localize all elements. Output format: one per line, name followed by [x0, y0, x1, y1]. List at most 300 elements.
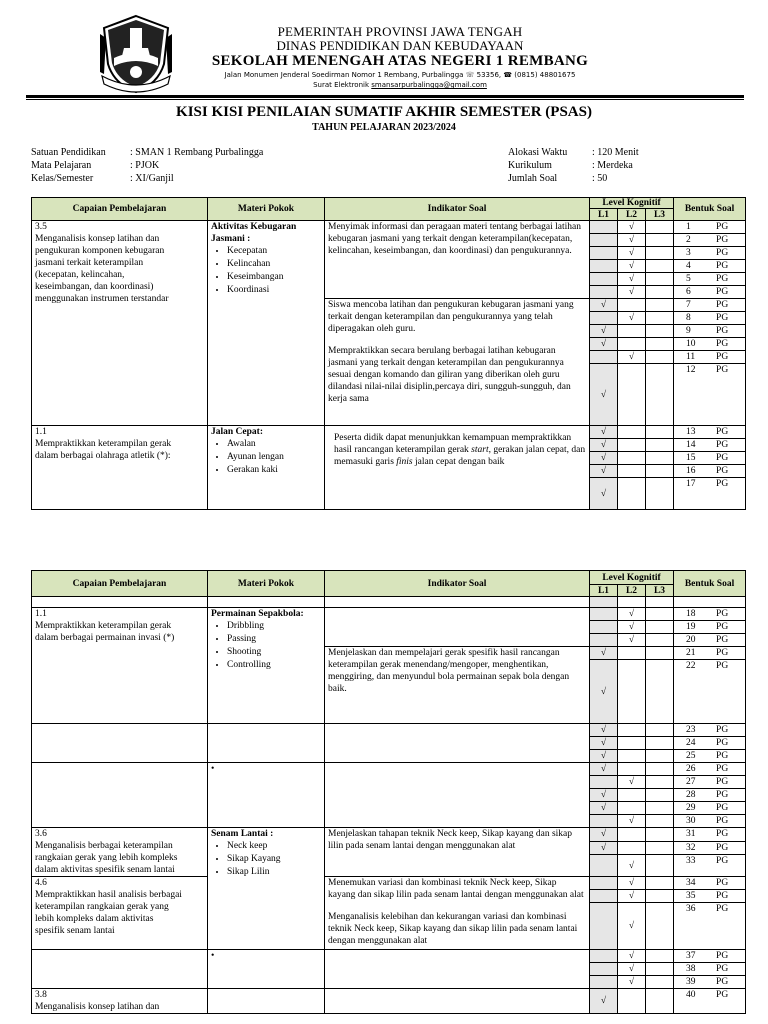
level-l1-cell — [590, 815, 618, 828]
check-mark: √ — [628, 878, 635, 888]
indikator-cell — [325, 724, 590, 763]
school-name: SEKOLAH MENENGAH ATAS NEGERI 1 REMBANG — [211, 53, 589, 69]
question-number: 22 — [686, 661, 696, 671]
blank-cell — [618, 597, 646, 608]
indikator-text: Menjelaskan dan mempelajari gerak spesifik hasil rancangan keterampilan gerak menendang/mengoper, menghentikan, menggiring, dan menyundul bola permainan sepak bola dengan baik. — [328, 648, 570, 694]
question-number: 9 — [686, 326, 691, 336]
question-number: 25 — [686, 751, 696, 761]
materi-item: • Kelincahan — [227, 258, 321, 271]
id-value: : XI/Ganjil — [130, 173, 174, 184]
materi-cell — [208, 426, 325, 510]
level-l3-cell — [646, 855, 674, 877]
table-row — [32, 950, 746, 963]
bentuk-cell — [674, 950, 746, 963]
bentuk-cell — [674, 325, 746, 338]
school-email-line — [200, 81, 600, 89]
indikator-text: Menemukan variasi dan kombinasi teknik Neck keep, Sikap kayang dan sikap lilin pada senam lantai dengan menggunakan alat — [328, 878, 584, 900]
level-l3-cell — [646, 950, 674, 963]
bentuk-cell — [674, 763, 746, 776]
level-l1-cell — [590, 325, 618, 338]
table-row — [32, 877, 746, 890]
check-mark: √ — [628, 248, 635, 258]
indikator-text: Siswa mencoba latihan dan pengukuran kebugaran jasmani yang terkait dengan keterampilan dan pengukurannya yang telah diperagakan oleh guru. — [328, 300, 574, 334]
bentuk-cell — [674, 828, 746, 842]
question-type: PG — [716, 261, 729, 271]
level-l1-cell — [590, 299, 618, 312]
question-number: 30 — [686, 816, 696, 826]
id-label: Mata Pelajaran — [31, 160, 92, 171]
question-number: 33 — [686, 856, 696, 867]
question-number: 17 — [686, 479, 696, 489]
level-l1-cell — [590, 608, 618, 621]
level-l1-cell — [590, 452, 618, 465]
level-l2-cell — [618, 950, 646, 963]
indikator-cell — [325, 608, 590, 647]
cp-cell — [32, 221, 208, 426]
level-l2-cell — [618, 351, 646, 364]
level-l2-cell — [618, 364, 646, 426]
level-l2-cell — [618, 763, 646, 776]
level-l2-cell — [618, 325, 646, 338]
level-l1-cell — [590, 855, 618, 877]
materi-item: • Awalan — [227, 438, 321, 451]
indikator-cell — [325, 299, 590, 426]
materi-title: Aktivitas Kebugaran Jasmani : — [211, 222, 297, 244]
col-header-level: Level Kognitif — [590, 198, 674, 209]
check-mark: √ — [628, 261, 635, 271]
level-l3-cell — [646, 789, 674, 802]
level-l2-cell — [618, 877, 646, 890]
id-label: Kurikulum — [508, 160, 552, 171]
materi-item: • Controlling — [227, 659, 321, 672]
cp-number: 4.6 — [35, 878, 47, 888]
check-mark: √ — [600, 326, 607, 336]
level-l3-cell — [646, 963, 674, 976]
level-l2-cell — [618, 750, 646, 763]
level-l3-cell — [646, 634, 674, 647]
materi-item: • Sikap Lilin — [227, 866, 321, 879]
level-l1-cell — [590, 763, 618, 776]
bentuk-cell — [674, 273, 746, 286]
bentuk-cell — [674, 260, 746, 273]
check-mark: √ — [600, 751, 607, 761]
level-l3-cell — [646, 815, 674, 828]
bullet: • — [211, 764, 215, 774]
level-l1-cell — [590, 660, 618, 724]
indikator-text: , gerakan jalan cepat, dan memasuki garis — [334, 445, 586, 467]
question-number: 40 — [686, 990, 696, 1000]
bentuk-cell — [674, 351, 746, 364]
level-l3-cell — [646, 273, 674, 286]
level-l1-cell — [590, 478, 618, 510]
question-number: 10 — [686, 339, 696, 349]
check-mark: √ — [600, 466, 607, 476]
level-l3-cell — [646, 724, 674, 737]
level-l2-cell — [618, 976, 646, 989]
level-l2-cell — [618, 426, 646, 439]
question-number: 18 — [686, 609, 696, 619]
id-value: : 120 Menit — [592, 147, 639, 158]
question-type: PG — [716, 427, 729, 437]
check-mark: √ — [628, 921, 635, 931]
level-l2-cell — [618, 789, 646, 802]
level-l1-cell — [590, 828, 618, 842]
col-header-l2: L2 — [618, 585, 646, 597]
indikator-cell — [325, 763, 590, 828]
question-number: 27 — [686, 777, 696, 787]
check-mark: √ — [600, 300, 607, 310]
cp-cell — [32, 724, 208, 763]
academic-year: TAHUN PELAJARAN 2023/2024 — [312, 122, 456, 133]
check-mark: √ — [600, 453, 607, 463]
col-header-level: Level Kognitif — [590, 571, 674, 585]
question-number: 15 — [686, 453, 696, 463]
level-l2-cell — [618, 608, 646, 621]
question-type: PG — [716, 479, 729, 489]
blank-cell — [208, 597, 325, 608]
col-header-bentuk: Bentuk Soal — [674, 198, 746, 221]
indikator-cell — [325, 828, 590, 877]
level-l1-cell — [590, 903, 618, 950]
table-row — [32, 426, 746, 439]
col-header-materi: Materi Pokok — [208, 198, 325, 221]
materi-title: Permainan Sepakbola: — [211, 609, 304, 619]
bentuk-cell — [674, 465, 746, 478]
bentuk-cell — [674, 634, 746, 647]
level-l3-cell — [646, 890, 674, 903]
level-l3-cell — [646, 660, 674, 724]
level-l1-cell — [590, 338, 618, 351]
level-l2-cell — [618, 312, 646, 325]
question-type: PG — [716, 904, 729, 914]
level-l1-cell — [590, 750, 618, 763]
level-l2-cell — [618, 260, 646, 273]
level-l1-cell — [590, 841, 618, 855]
bentuk-cell — [674, 976, 746, 989]
level-l2-cell — [618, 660, 646, 724]
cp-text: Menganalisis konsep latihan dan pengukuran komponen kebugaran jasmani terkait keterampilan (kecepatan, kelincahan, keseimbangan, dan koordinasi) menggunakan instrumen terstandar — [35, 234, 169, 304]
question-type: PG — [716, 609, 729, 619]
level-l3-cell — [646, 260, 674, 273]
level-l2-cell — [618, 903, 646, 950]
bentuk-cell — [674, 299, 746, 312]
question-type: PG — [716, 856, 729, 867]
level-l1-cell — [590, 802, 618, 815]
level-l3-cell — [646, 234, 674, 247]
level-l1-cell — [590, 989, 618, 1014]
col-header-bentuk: Bentuk Soal — [674, 571, 746, 597]
blank-cell — [32, 597, 208, 608]
identity-right — [508, 146, 639, 185]
question-number: 6 — [686, 287, 691, 297]
question-type: PG — [716, 829, 729, 839]
check-mark: √ — [600, 829, 607, 840]
question-type: PG — [716, 648, 729, 658]
question-number: 35 — [686, 891, 696, 901]
materi-item: • Kecepatan — [227, 245, 321, 258]
level-l2-cell — [618, 247, 646, 260]
check-mark: √ — [628, 287, 635, 297]
check-mark: √ — [628, 622, 635, 632]
level-l1-cell — [590, 963, 618, 976]
col-header-l3: L3 — [646, 209, 674, 221]
bentuk-cell — [674, 426, 746, 439]
indikator-cell — [325, 950, 590, 989]
letterhead — [0, 0, 768, 100]
question-type: PG — [716, 326, 729, 336]
indikator-text: Menganalisis kelebihan dan kekurangan variasi dan kombinasi teknik Neck keep, Sikap kayang dan sikap lilin pada senam lantai dengan menggunakan alat — [328, 912, 578, 946]
bentuk-cell — [674, 439, 746, 452]
materi-item: • Keseimbangan — [227, 271, 321, 284]
level-l3-cell — [646, 608, 674, 621]
question-number: 2 — [686, 235, 691, 245]
check-mark: √ — [600, 339, 607, 349]
blank-cell — [674, 597, 746, 608]
question-number: 4 — [686, 261, 691, 271]
id-label: Jumlah Soal — [508, 173, 558, 184]
check-mark: √ — [600, 738, 607, 748]
bentuk-cell — [674, 963, 746, 976]
cp-number: 1.1 — [35, 609, 47, 619]
indikator-cell — [325, 877, 590, 950]
document-title: KISI KISI PENILAIAN SUMATIF AKHIR SEMESTER (PSAS) — [176, 104, 592, 120]
level-l1-cell — [590, 976, 618, 989]
bentuk-cell — [674, 608, 746, 621]
question-number: 11 — [686, 352, 696, 362]
bentuk-cell — [674, 750, 746, 763]
col-header-cp: Capaian Pembelajaran — [32, 198, 208, 221]
check-mark: √ — [628, 313, 635, 323]
question-type: PG — [716, 352, 729, 362]
kisi-table-2 — [31, 570, 746, 1014]
level-l2-cell — [618, 963, 646, 976]
question-type: PG — [716, 751, 729, 761]
bentuk-cell — [674, 338, 746, 351]
col-header-l2: L2 — [618, 209, 646, 221]
level-l3-cell — [646, 750, 674, 763]
question-number: 39 — [686, 977, 696, 987]
check-mark: √ — [628, 274, 635, 284]
level-l3-cell — [646, 465, 674, 478]
question-number: 24 — [686, 738, 696, 748]
table-row — [32, 989, 746, 1014]
level-l1-cell — [590, 877, 618, 890]
level-l2-cell — [618, 737, 646, 750]
materi-item: • Shooting — [227, 646, 321, 659]
table-row — [32, 724, 746, 737]
materi-cell — [208, 221, 325, 426]
materi-title: Senam Lantai : — [211, 829, 274, 839]
cp-cell — [32, 828, 208, 877]
cp-text: Mempraktikkan keterampilan gerak dalam berbagai olahraga atletik (*): — [35, 439, 172, 461]
question-number: 7 — [686, 300, 691, 310]
gov-name: PEMERINTAH PROVINSI JAWA TENGAH — [277, 24, 523, 39]
level-l3-cell — [646, 351, 674, 364]
check-mark: √ — [600, 440, 607, 450]
level-l1-cell — [590, 634, 618, 647]
level-l3-cell — [646, 776, 674, 789]
check-mark: √ — [600, 790, 607, 800]
email-label: Surat Elektronik — [313, 81, 372, 89]
level-l1-cell — [590, 286, 618, 299]
materi-item: • Koordinasi — [227, 284, 321, 297]
bentuk-cell — [674, 903, 746, 950]
indikator-text: Menjelaskan tahapan teknik Neck keep, Sikap kayang dan sikap lilin pada senam lantai dengan menggunakan alat — [328, 829, 573, 851]
cp-cell — [32, 989, 208, 1014]
level-l2-cell — [618, 234, 646, 247]
level-l1-cell — [590, 789, 618, 802]
materi-title: Jalan Cepat: — [211, 427, 263, 437]
question-type: PG — [716, 738, 729, 748]
cp-text: Menganalisis konsep latihan dan — [35, 1002, 160, 1012]
question-type: PG — [716, 816, 729, 826]
cp-text: Menganalisis berbagai keterampilan rangkaian gerak yang lebih kompleks dalam aktivitas spesifik senam lantai — [35, 841, 178, 875]
question-type: PG — [716, 622, 729, 632]
level-l3-cell — [646, 737, 674, 750]
level-l2-cell — [618, 273, 646, 286]
question-number: 5 — [686, 274, 691, 284]
bentuk-cell — [674, 802, 746, 815]
check-mark: √ — [628, 977, 635, 987]
level-l3-cell — [646, 338, 674, 351]
school-address: Jalan Monumen Jenderal Soedirman Nomor 1 Rembang, Purbalingga ☏ 53356, ☎ (0815) 48801675 — [224, 71, 576, 79]
cp-cell — [32, 950, 208, 989]
level-l3-cell — [646, 763, 674, 776]
cp-text: Mempraktikkan hasil analisis berbagai keterampilan rangkaian gerak yang lebih kompleks dalam aktivitas spesifik senam lantai — [35, 890, 182, 936]
level-l3-cell — [646, 903, 674, 950]
materi-item: • Passing — [227, 633, 321, 646]
question-number: 21 — [686, 648, 696, 658]
level-l2-cell — [618, 815, 646, 828]
table-row — [32, 597, 746, 608]
level-l1-cell — [590, 621, 618, 634]
check-mark: √ — [600, 389, 607, 400]
question-number: 37 — [686, 951, 696, 961]
check-mark: √ — [628, 635, 635, 645]
table-row — [32, 608, 746, 621]
table-row — [32, 221, 746, 234]
question-type: PG — [716, 222, 729, 232]
level-l3-cell — [646, 325, 674, 338]
check-mark: √ — [628, 951, 635, 961]
bentuk-cell — [674, 286, 746, 299]
question-number: 29 — [686, 803, 696, 813]
level-l2-cell — [618, 989, 646, 1014]
id-value: : Merdeka — [592, 160, 633, 171]
level-l3-cell — [646, 621, 674, 634]
level-l2-cell — [618, 452, 646, 465]
indikator-cell — [325, 989, 590, 1014]
level-l1-cell — [590, 221, 618, 234]
question-number: 34 — [686, 878, 696, 888]
check-mark: √ — [600, 488, 607, 499]
question-number: 23 — [686, 725, 696, 735]
level-l3-cell — [646, 439, 674, 452]
blank-cell — [325, 597, 590, 608]
bentuk-cell — [674, 312, 746, 325]
level-l2-cell — [618, 621, 646, 634]
bentuk-cell — [674, 815, 746, 828]
cp-cell — [32, 608, 208, 724]
level-l3-cell — [646, 312, 674, 325]
materi-item: • Dribbling — [227, 620, 321, 633]
question-number: 28 — [686, 790, 696, 800]
bentuk-cell — [674, 647, 746, 660]
check-mark: √ — [628, 964, 635, 974]
level-l2-cell — [618, 634, 646, 647]
level-l1-cell — [590, 776, 618, 789]
check-mark: √ — [628, 609, 635, 619]
level-l2-cell — [618, 338, 646, 351]
check-mark: √ — [628, 860, 635, 871]
level-l2-cell — [618, 802, 646, 815]
materi-cell — [208, 828, 325, 950]
indikator-text: Peserta didik dapat menunjukkan kemampuan mempraktikkan hasil rancangan keterampilan gerak — [334, 433, 572, 455]
materi-item: • Neck keep — [227, 840, 321, 853]
question-type: PG — [716, 661, 729, 671]
level-l1-cell — [590, 426, 618, 439]
question-number: 20 — [686, 635, 696, 645]
materi-item: • Ayunan lengan — [227, 451, 321, 464]
check-mark: √ — [600, 725, 607, 735]
check-mark: √ — [600, 996, 607, 1006]
materi-item: • Gerakan kaki — [227, 464, 321, 477]
bentuk-cell — [674, 234, 746, 247]
level-l3-cell — [646, 426, 674, 439]
blank-cell — [590, 597, 618, 608]
cp-text: Mempraktikkan keterampilan gerak dalam berbagai permainan invasi (*) — [35, 621, 175, 643]
check-mark: √ — [600, 686, 607, 697]
level-l1-cell — [590, 465, 618, 478]
email-link[interactable]: smansarpurbalingga@gmail.com — [371, 81, 487, 89]
question-type: PG — [716, 964, 729, 974]
bentuk-cell — [674, 989, 746, 1014]
header-rule-thick — [26, 95, 744, 98]
materi-item: • Sikap Kayang — [227, 853, 321, 866]
level-l1-cell — [590, 439, 618, 452]
cp-cell — [32, 763, 208, 828]
check-mark: √ — [628, 222, 635, 232]
level-l1-cell — [590, 234, 618, 247]
check-mark: √ — [628, 235, 635, 245]
col-header-l3: L3 — [646, 585, 674, 597]
indikator-cell — [325, 221, 590, 299]
question-type: PG — [716, 951, 729, 961]
level-l2-cell — [618, 439, 646, 452]
level-l2-cell — [618, 841, 646, 855]
check-mark: √ — [600, 648, 607, 658]
check-mark: √ — [628, 777, 635, 787]
question-type: PG — [716, 466, 729, 476]
materi-cell — [208, 989, 325, 1014]
question-type: PG — [716, 842, 729, 853]
level-l3-cell — [646, 828, 674, 842]
question-number: 19 — [686, 622, 696, 632]
bentuk-cell — [674, 247, 746, 260]
identity-left — [31, 146, 263, 185]
level-l1-cell — [590, 351, 618, 364]
question-number: 3 — [686, 248, 691, 258]
materi-cell — [208, 724, 325, 763]
table-row — [32, 763, 746, 776]
col-header-indikator: Indikator Soal — [325, 198, 590, 221]
bentuk-cell — [674, 737, 746, 750]
question-type: PG — [716, 313, 729, 323]
question-type: PG — [716, 440, 729, 450]
level-l2-cell — [618, 465, 646, 478]
indikator-term: start — [471, 445, 489, 455]
bentuk-cell — [674, 890, 746, 903]
